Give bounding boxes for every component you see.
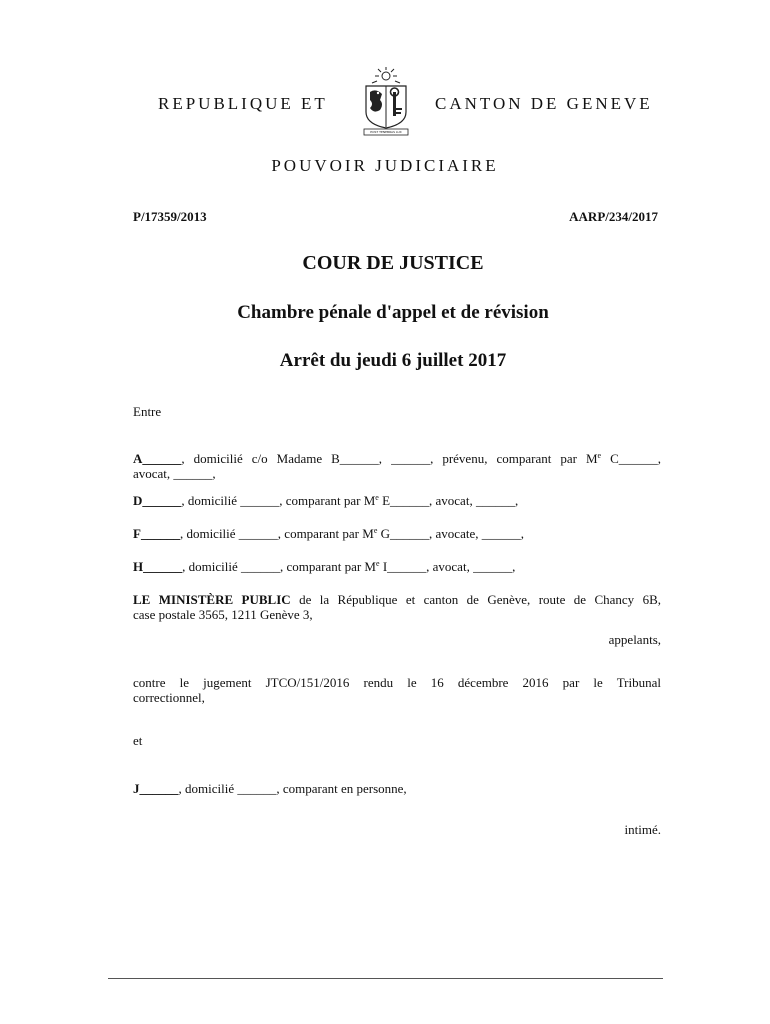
- footer-divider: [108, 978, 663, 979]
- appelants-label: appelants,: [608, 632, 661, 647]
- party-a-name: A______: [133, 451, 182, 466]
- party-f-text-end: G______, avocate, ______,: [377, 526, 524, 541]
- case-reference: P/17359/2013: [133, 209, 207, 224]
- entre-label: Entre: [133, 404, 162, 419]
- ministere-public: [133, 592, 661, 622]
- party-h-name: H______: [133, 559, 183, 574]
- party-f-text: , domicilié ______, comparant par M: [179, 526, 374, 541]
- party-f: [133, 526, 661, 541]
- et-label: et: [133, 733, 143, 748]
- party-a-text-end: C______,: [601, 451, 661, 466]
- party-a: [133, 451, 661, 481]
- party-a-line2: avocat, ______,: [133, 466, 216, 481]
- contre-line1: contre le jugement JTCO/151/2016 rendu le 16 décembre 2016 par le Tribunal: [133, 675, 661, 690]
- header-canton: CANTON DE GENEVE: [435, 94, 653, 113]
- party-f-sup: e: [373, 526, 378, 535]
- decision-title: Arrêt du jeudi 6 juillet 2017: [279, 350, 507, 371]
- party-d-text: , domicilié ______, comparant par M: [181, 493, 376, 508]
- party-f-name: F______: [133, 526, 180, 541]
- party-d-name: D______: [133, 493, 182, 508]
- party-d-sup: e: [375, 493, 379, 502]
- geneva-coat-of-arms-icon: [358, 66, 414, 138]
- decision-reference: AARP/234/2017: [569, 209, 658, 224]
- crest-caption: POST TENEBRAS LUX: [370, 130, 402, 134]
- party-j-name: J______: [133, 781, 179, 796]
- party-j-text: , domicilié ______, comparant en personne,: [178, 781, 407, 796]
- party-h: [133, 559, 661, 574]
- contre-line2: correctionnel,: [133, 690, 205, 705]
- contre-paragraph: [133, 675, 661, 705]
- party-h-text-end: I______, avocat, ______,: [379, 559, 516, 574]
- party-a-text: , domicilié c/o Madame B______, ______, prévenu, comparant par M: [181, 451, 598, 466]
- party-d-text-end: E______, avocat, ______,: [378, 493, 519, 508]
- chamber-title: Chambre pénale d'appel et de révision: [237, 302, 549, 323]
- ministere-line2: case postale 3565, 1211 Genève 3,: [133, 607, 313, 622]
- party-h-sup: e: [376, 559, 380, 568]
- header-subtitle: POUVOIR JUDICIAIRE: [271, 156, 499, 175]
- party-j: [133, 781, 661, 796]
- court-title: COUR DE JUSTICE: [302, 252, 484, 274]
- header-republique: REPUBLIQUE ET: [158, 94, 328, 113]
- ministere-line1: [133, 592, 661, 607]
- party-d: [133, 493, 661, 508]
- party-a-line1: [133, 451, 661, 466]
- ministere-name: LE MINISTÈRE PUBLIC: [133, 592, 291, 607]
- party-a-sup: e: [597, 451, 602, 460]
- party-h-text: , domicilié ______, comparant par M: [182, 559, 376, 574]
- ministere-text: de la République et canton de Genève, route de Chancy 6B,: [290, 592, 661, 607]
- intime-label: intimé.: [624, 822, 661, 837]
